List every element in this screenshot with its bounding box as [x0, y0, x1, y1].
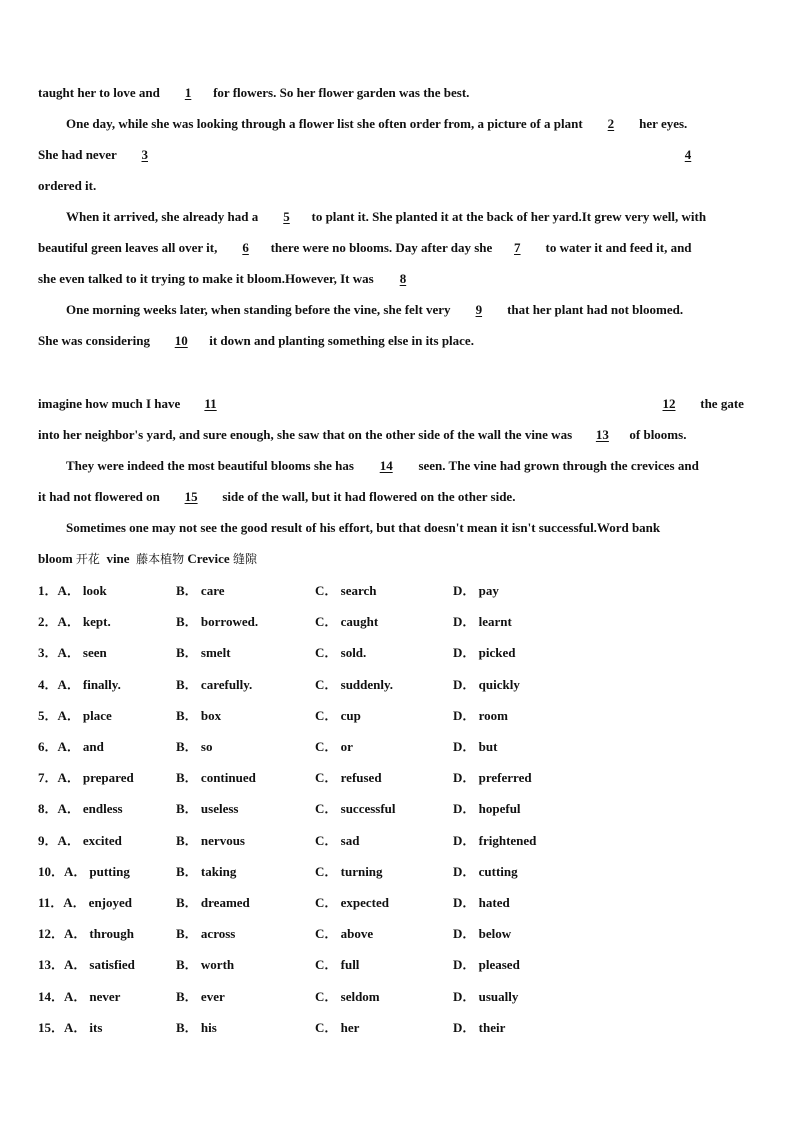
passage-line-10: imagine how much I have 11	[38, 396, 238, 412]
option-c[interactable]: C． successful	[315, 801, 396, 817]
option-b[interactable]: B． worth	[176, 957, 235, 973]
option-c[interactable]: C． caught	[315, 614, 379, 630]
question-number: 3．A．	[38, 645, 80, 661]
question-number: 5．A．	[38, 707, 80, 723]
blank-1[interactable]: 1	[184, 85, 192, 100]
option-d[interactable]: D． but	[453, 739, 498, 754]
option-a-text: look	[82, 583, 107, 598]
blank-6[interactable]: 6	[242, 240, 249, 255]
option-a[interactable]	[38, 583, 107, 599]
blank-13[interactable]: 13	[595, 427, 609, 442]
blank-3[interactable]: 3	[141, 147, 148, 162]
question-number: 9．A．	[38, 832, 80, 848]
option-a-text: excited	[82, 832, 122, 848]
option-b[interactable]: B． borrowed.	[176, 614, 259, 630]
option-a[interactable]	[38, 614, 111, 630]
passage-line-12: They were indeed the most beautiful blooms she has 14 seen. The vine had grown through the crevices and	[66, 458, 699, 473]
option-b[interactable]: B． care	[176, 583, 225, 598]
option-a-text: kept.	[82, 614, 111, 630]
option-a[interactable]	[38, 926, 134, 942]
option-a-text: seen	[82, 645, 107, 661]
option-d[interactable]: D． below	[453, 926, 512, 942]
question-number: 6．A．	[38, 739, 80, 754]
option-b[interactable]: B． box	[176, 707, 222, 723]
option-d[interactable]: D． pleased	[453, 957, 520, 973]
option-b[interactable]: B． carefully.	[176, 676, 253, 692]
question-number: 11．A．	[38, 895, 86, 910]
option-b[interactable]: B． ever	[176, 988, 225, 1004]
option-a-text: enjoyed	[88, 895, 133, 910]
question-number: 15．A．	[38, 1019, 87, 1035]
option-d[interactable]: D． cutting	[453, 863, 518, 879]
option-b[interactable]: B． so	[176, 739, 213, 754]
passage-line-11: into her neighbor's yard, and sure enough, she saw that on the other side of the wall the vine was 13 of blooms.	[38, 427, 687, 442]
option-c[interactable]: C． suddenly.	[315, 676, 394, 692]
option-d[interactable]: D． quickly	[453, 676, 520, 692]
blank-10[interactable]: 10	[174, 333, 188, 348]
option-a[interactable]	[38, 708, 112, 724]
passage-line-1: taught her to love and 1 for flowers. So her flower garden was the best.	[38, 85, 470, 100]
option-b[interactable]: B． nervous	[176, 832, 245, 848]
blank-14[interactable]: 14	[379, 458, 393, 473]
option-c[interactable]: C． sold.	[315, 645, 367, 661]
blank-7[interactable]: 7	[514, 240, 521, 255]
question-number: 10．A．	[38, 863, 87, 879]
option-d[interactable]: D． preferred	[453, 770, 532, 786]
question-number: 4．A．	[38, 676, 80, 692]
option-d[interactable]: D． their	[453, 1019, 506, 1035]
blank-4[interactable]: 4	[684, 147, 692, 162]
question-number: 8．A．	[38, 801, 80, 817]
passage-line-4: ordered it.	[38, 178, 97, 193]
option-b[interactable]: B． his	[176, 1019, 217, 1035]
option-c[interactable]: C． her	[315, 1019, 360, 1035]
question-number: 13．A．	[38, 957, 87, 973]
option-a-text: through	[89, 926, 134, 942]
option-b[interactable]: B． continued	[176, 770, 256, 786]
option-d[interactable]: D． pay	[453, 583, 499, 598]
option-a-text: finally.	[82, 676, 121, 692]
blank-11[interactable]: 11	[204, 396, 217, 411]
option-a[interactable]	[38, 895, 132, 911]
blank-5[interactable]: 5	[283, 209, 290, 224]
passage-line-3-right	[663, 147, 713, 163]
option-a-text: satisfied	[89, 957, 135, 973]
word-bank: bloom 开花 vine 藤本植物 Crevice 缝隙	[38, 551, 257, 566]
option-a[interactable]	[38, 677, 121, 693]
option-a[interactable]	[38, 801, 123, 817]
option-a[interactable]	[38, 833, 122, 849]
option-a[interactable]	[38, 645, 107, 661]
option-a-text: its	[89, 1019, 103, 1035]
option-a-text: and	[82, 739, 104, 754]
question-number: 14．A．	[38, 988, 87, 1004]
option-d[interactable]: D． hated	[453, 895, 510, 910]
blank-12[interactable]: 12	[662, 396, 676, 411]
option-c[interactable]: C． seldom	[315, 988, 380, 1004]
option-c[interactable]: C． expected	[315, 895, 390, 910]
option-a-text: place	[82, 707, 112, 723]
option-a[interactable]	[38, 864, 130, 880]
option-d[interactable]: D． usually	[453, 988, 519, 1004]
option-a-text: putting	[89, 863, 130, 879]
question-number: 2．A．	[38, 614, 80, 630]
blank-9[interactable]: 9	[475, 302, 483, 317]
option-d[interactable]: D． room	[453, 707, 509, 723]
option-c[interactable]: C． or	[315, 739, 353, 754]
passage-line-6: beautiful green leaves all over it, 6 there were no blooms. Day after day she 7 to water it and feed it, and	[38, 240, 692, 255]
passage-line-2: One day, while she was looking through a flower list she often order from, a picture of a plant 2 her eyes.	[66, 116, 688, 131]
option-d[interactable]: D． frightened	[453, 832, 537, 848]
blank-8[interactable]: 8	[399, 271, 407, 286]
option-c[interactable]: C． search	[315, 583, 377, 598]
question-number: 7．A．	[38, 770, 80, 786]
option-d[interactable]: D． learnt	[453, 614, 512, 630]
option-d[interactable]: D． picked	[453, 645, 516, 661]
passage-line-9: She was considering 10 it down and planting something else in its place.	[38, 333, 474, 348]
option-c[interactable]: C． refused	[315, 770, 382, 786]
option-c[interactable]: C． above	[315, 926, 374, 942]
option-c[interactable]: C． cup	[315, 707, 361, 723]
option-c[interactable]: C． turning	[315, 863, 383, 879]
passage-line-7: she even talked to it trying to make it bloom.However, It was 8	[38, 271, 429, 287]
option-c[interactable]: C． sad	[315, 832, 360, 848]
option-b[interactable]: B． across	[176, 926, 236, 942]
option-a-text: never	[89, 988, 121, 1004]
option-d[interactable]: D． hopeful	[453, 801, 521, 817]
question-number: 1．A．	[38, 583, 80, 598]
option-b[interactable]: B． useless	[176, 801, 239, 817]
option-a[interactable]	[38, 739, 104, 755]
passage-line-5: When it arrived, she already had a 5 to plant it. She planted it at the back of her yard.It grew very well, with	[66, 209, 707, 224]
blank-2[interactable]: 2	[607, 116, 615, 131]
option-b[interactable]: B． taking	[176, 863, 237, 879]
question-number: 12．A．	[38, 926, 87, 942]
passage-line-13: it had not flowered on 15 side of the wall, but it had flowered on the other side.	[38, 489, 516, 504]
option-a[interactable]	[38, 1020, 102, 1036]
option-b[interactable]: B． smelt	[176, 645, 231, 661]
option-c[interactable]: C． full	[315, 957, 360, 973]
passage-line-8: One morning weeks later, when standing before the vine, she felt very 9 that her plant had not bloomed.	[66, 302, 684, 317]
option-a[interactable]	[38, 989, 120, 1005]
option-a[interactable]	[38, 770, 134, 786]
option-a[interactable]	[38, 957, 135, 973]
blank-15[interactable]: 15	[184, 489, 198, 504]
option-b[interactable]: B． dreamed	[176, 895, 250, 910]
option-a-text: endless	[82, 801, 123, 817]
passage-line-3: She had never 3	[38, 147, 170, 163]
passage-line-14: Sometimes one may not see the good result of his effort, but that doesn't mean it isn't successful.Word bank	[66, 520, 661, 535]
option-a-text: prepared	[82, 770, 134, 786]
passage-line-10-right: 12 the gate	[641, 396, 744, 412]
